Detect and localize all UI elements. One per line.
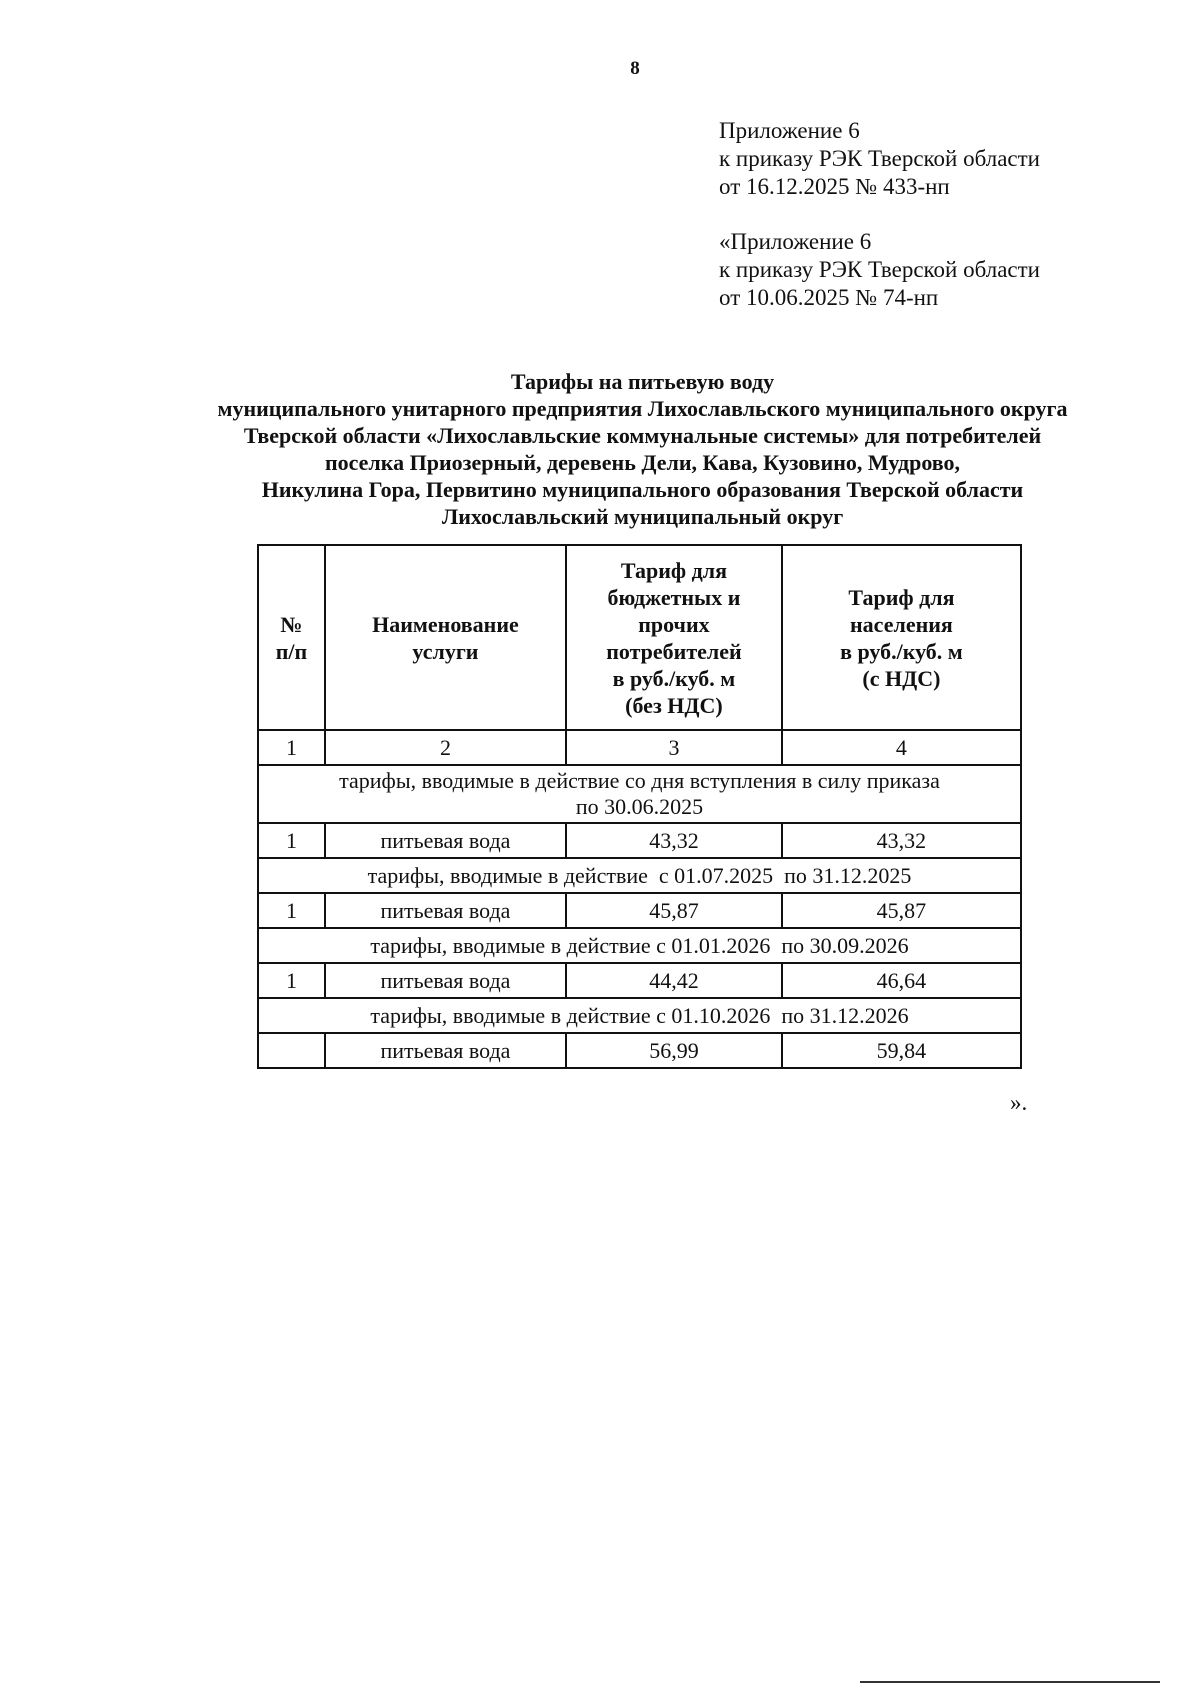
appendix-current [719, 117, 1040, 201]
header-number-line1: № [280, 611, 303, 637]
row-number: 1 [258, 893, 325, 928]
header-number-line2: п/п [275, 638, 308, 664]
column-number-row [258, 730, 1021, 765]
header-tariff-other-line5: в руб./куб. м [612, 665, 736, 691]
page-number: 8 [630, 58, 640, 79]
period-row [258, 928, 1021, 963]
service-name: питьевая вода [325, 823, 566, 858]
period-label: тарифы, вводимые в действие с 01.01.2026 по 30.09.2026 [258, 928, 1021, 963]
service-name: питьевая вода [325, 1033, 566, 1068]
header-tariff-other-line1: Тариф для [620, 557, 728, 583]
header-tariff-population-line1: Тариф для [848, 584, 955, 610]
title-line2: муниципального унитарного предприятия Лихославльского муниципального округа [217, 396, 1068, 421]
period-label-line2: по 30.06.2025 [575, 794, 704, 819]
appendix-current-line3: от 16.12.2025 № 433-нп [719, 174, 950, 199]
tariff-population-value: 59,84 [782, 1033, 1021, 1068]
period-label: тарифы, вводимые в действие с 01.10.2026 по 31.12.2026 [258, 998, 1021, 1033]
header-tariff-population-line3: в руб./куб. м [840, 638, 963, 664]
tariff-other-value: 43,32 [566, 823, 782, 858]
header-tariff-population [782, 545, 1021, 730]
period-row [258, 765, 1021, 823]
appendix-current-line1: Приложение 6 [719, 118, 860, 143]
table-row [258, 963, 1021, 998]
header-tariff-other-line6: (без НДС) [625, 692, 723, 718]
appendix-original [719, 228, 1040, 312]
header-tariff-other [566, 545, 782, 730]
appendix-original-line2: к приказу РЭК Тверской области [719, 257, 1040, 282]
row-number [258, 1033, 325, 1068]
title-line1: Тарифы на питьевую воду [510, 369, 775, 394]
service-name: питьевая вода [325, 963, 566, 998]
appendix-original-line1: «Приложение 6 [719, 229, 872, 254]
period-row [258, 858, 1021, 893]
table-header-row [258, 545, 1021, 730]
title-line6: Лихославльский муниципальный округ [441, 504, 844, 529]
header-tariff-other-line3: прочих [638, 611, 710, 637]
header-tariff-population-line4: (с НДС) [862, 665, 941, 691]
header-service-line2: услуги [412, 638, 479, 664]
header-tariff-other-line2: бюджетных и [607, 584, 741, 610]
period-label: тарифы, вводимые в действие с 01.07.2025 по 31.12.2025 [258, 858, 1021, 893]
period-label [258, 765, 1021, 823]
title-line3: Тверской области «Лихославльские коммунальные системы» для потребителей [243, 423, 1042, 448]
tariff-population-value: 46,64 [782, 963, 1021, 998]
service-name: питьевая вода [325, 893, 566, 928]
column-number: 2 [325, 730, 566, 765]
header-service [325, 545, 566, 730]
tariff-other-value: 45,87 [566, 893, 782, 928]
tariff-population-value: 45,87 [782, 893, 1021, 928]
table-row [258, 1033, 1021, 1068]
header-number [258, 545, 325, 730]
column-number: 3 [566, 730, 782, 765]
tariff-table [257, 544, 1022, 1069]
period-label-line1: тарифы, вводимые в действие со дня вступления в силу приказа [339, 768, 940, 793]
document-title [100, 368, 1185, 530]
title-line4: поселка Приозерный, деревень Дели, Кава, Кузовино, Мудрово, [324, 450, 961, 475]
header-tariff-population-line2: населения [850, 611, 953, 637]
tariff-other-value: 56,99 [566, 1033, 782, 1068]
closing-quote: ». [1010, 1090, 1028, 1115]
row-number: 1 [258, 823, 325, 858]
column-number: 4 [782, 730, 1021, 765]
appendix-current-line2: к приказу РЭК Тверской области [719, 146, 1040, 171]
column-number: 1 [258, 730, 325, 765]
appendix-original-line3: от 10.06.2025 № 74-нп [719, 285, 939, 310]
header-service-line1: Наименование [372, 611, 519, 637]
period-row [258, 998, 1021, 1033]
table-row [258, 893, 1021, 928]
row-number: 1 [258, 963, 325, 998]
footer-rule [860, 1681, 1160, 1683]
tariff-population-value: 43,32 [782, 823, 1021, 858]
table-row [258, 823, 1021, 858]
tariff-other-value: 44,42 [566, 963, 782, 998]
header-tariff-other-line4: потребителей [606, 638, 742, 664]
title-line5: Никулина Гора, Первитино муниципального образования Тверской области [261, 477, 1024, 502]
